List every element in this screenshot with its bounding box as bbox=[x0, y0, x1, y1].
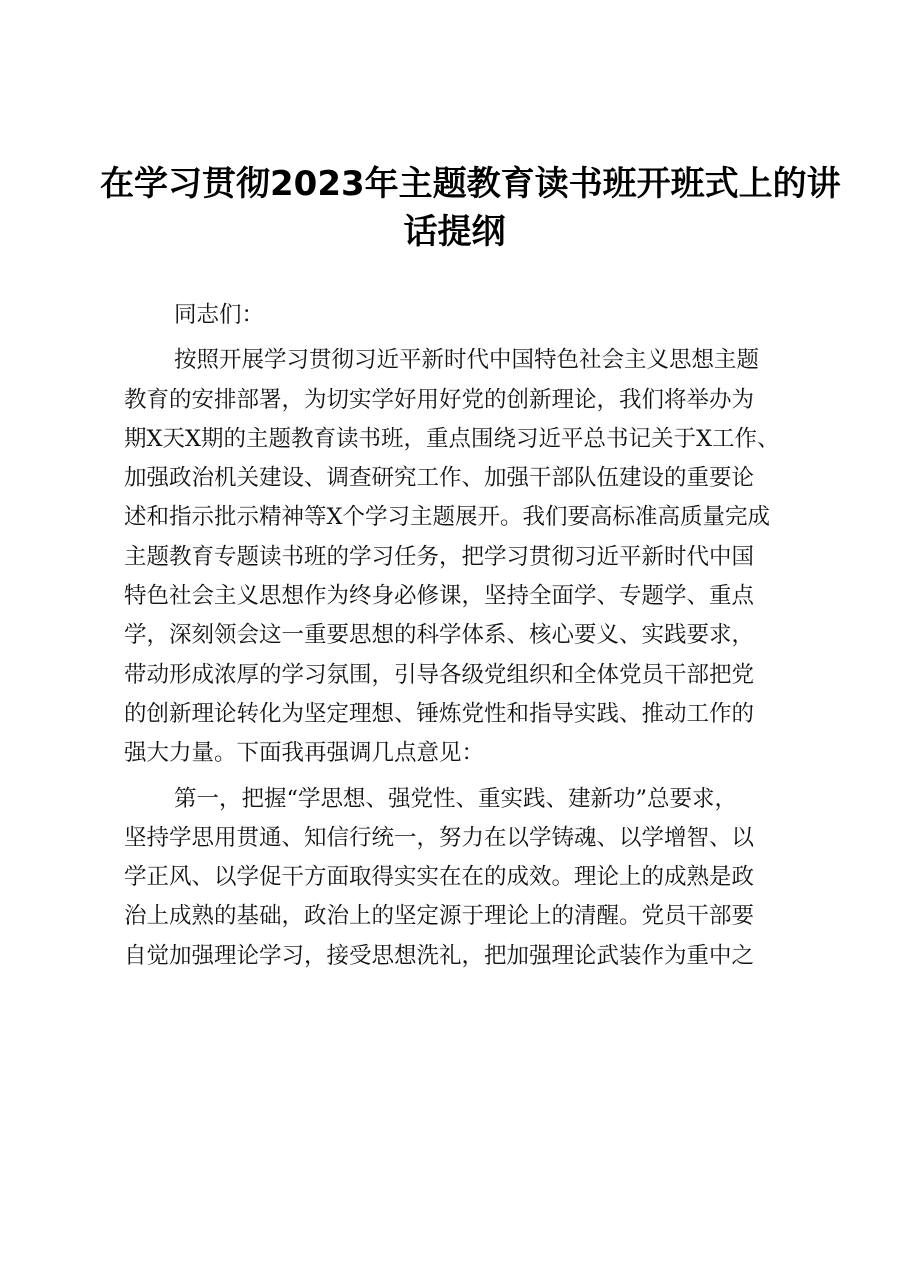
paragraph-2-line: 第一，把握“学思想、强党性、重实践、建新功”总要求， bbox=[174, 785, 738, 812]
document-body bbox=[124, 296, 804, 976]
document-title bbox=[100, 160, 841, 256]
paragraph-1-line: 按照开展学习贯彻习近平新时代中国特色社会主义思想主题 bbox=[174, 347, 760, 374]
paragraph-1-line: 的创新理论转化为坚定理想、锤炼党性和指导实践、推动工作的 bbox=[124, 700, 755, 727]
paragraph-1-line: 期X天X期的主题教育读书班，重点围绕习近平总书记关于X工作、 bbox=[124, 425, 780, 452]
paragraph-2-line: 治上成熟的基础，政治上的坚定源于理论上的清醒。党员干部要 bbox=[124, 903, 755, 930]
salutation: 同志们： bbox=[174, 302, 265, 328]
paragraph-1-line: 述和指示批示精神等X个学习主题展开。我们要高标准高质量完成 bbox=[124, 504, 771, 531]
paragraph-2-line: 坚持学思用贯通、知信行统一，努力在以学铸魂、以学增智、以 bbox=[124, 824, 755, 851]
title-line-1: 在学习贯彻2023年主题教育读书班开班式上的讲 bbox=[100, 164, 841, 204]
paragraph-1-line: 加强政治机关建设、调查研究工作、加强干部队伍建设的重要论 bbox=[124, 465, 755, 492]
paragraph-1-line: 教育的安排部署，为切实学好用好党的创新理论，我们将举办为 bbox=[124, 386, 755, 413]
title-line-2: 话提纲 bbox=[403, 212, 506, 252]
paragraph-1-line: 学，深刻领会这一重要思想的科学体系、核心要义、实践要求， bbox=[124, 622, 755, 649]
paragraph-2-line: 学正风、以学促干方面取得实实在在的成效。理论上的成熟是政 bbox=[124, 864, 755, 891]
paragraph-1-line: 带动形成浓厚的学习氛围，引导各级党组织和全体党员干部把党 bbox=[124, 661, 755, 688]
paragraph-1-line: 主题教育专题读书班的学习任务，把学习贯彻习近平新时代中国 bbox=[124, 543, 755, 570]
paragraph-1 bbox=[124, 341, 804, 773]
paragraph-2-line: 自觉加强理论学习，接受思想洗礼，把加强理论武装作为重中之 bbox=[124, 942, 755, 969]
paragraph-1-line: 强大力量。下面我再强调几点意见： bbox=[124, 740, 485, 767]
paragraph-1-line: 特色社会主义思想作为终身必修课，坚持全面学、专题学、重点 bbox=[124, 583, 755, 610]
paragraph-2 bbox=[124, 780, 804, 976]
